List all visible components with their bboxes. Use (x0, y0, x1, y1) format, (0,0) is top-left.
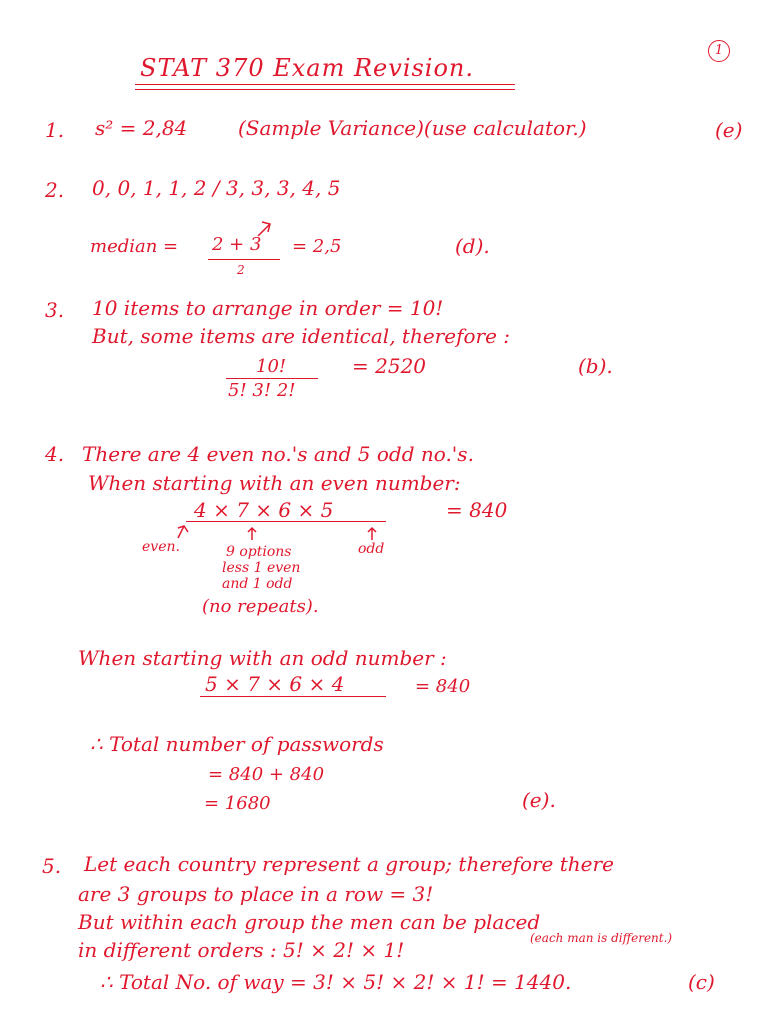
q2-median-denominator: 2 (237, 263, 245, 277)
q2-data: 0, 0, 1, 1, 2 / 3, 3, 3, 4, 5 (92, 176, 341, 200)
q4-label-and: and 1 odd (222, 576, 293, 592)
q2-answer: (d). (455, 234, 490, 258)
q4-number: 4. (45, 442, 65, 466)
q5-line2: are 3 groups to place in a row = 3! (78, 882, 434, 906)
q4-line3: When starting with an odd number : (78, 646, 447, 670)
q5-line1: Let each country represent a group; therefore there (84, 852, 614, 876)
q4-result-even: = 840 (446, 498, 508, 522)
q1-answer: (e) (715, 118, 743, 142)
q5-line3: But within each group the men can be placed (78, 910, 541, 934)
page-number: 1 (708, 40, 730, 62)
q4-line1: There are 4 even no.'s and 5 odd no.'s. (82, 442, 474, 466)
q3-answer: (b). (578, 354, 613, 378)
q2-number: 2. (45, 178, 65, 202)
q4-product-even: 4 × 7 × 6 × 5 (194, 498, 334, 522)
q2-median-result: = 2,5 (292, 236, 342, 257)
q4-line2: When starting with an even number: (88, 471, 461, 495)
q4-answer: (e). (522, 788, 556, 812)
q5-line4: in different orders : 5! × 2! × 1! (78, 938, 405, 962)
q5-note: (each man is different.) (530, 931, 673, 945)
page-title: STAT 370 Exam Revision. (140, 54, 475, 82)
q4-label-less: less 1 even (222, 560, 301, 576)
q2-median-label: median = (90, 236, 179, 257)
q4-product-odd: 5 × 7 × 6 × 4 (205, 672, 345, 696)
q1-note: (Sample Variance)(use calculator.) (238, 116, 587, 140)
q1-number: 1. (45, 118, 65, 142)
q4-total-label: ∴ Total number of passwords (90, 732, 384, 756)
q4-label-even: even. (142, 539, 180, 555)
q5-total: ∴ Total No. of way = 3! × 5! × 2! × 1! = 1440. (100, 970, 572, 994)
q3-result: = 2520 (352, 354, 427, 378)
q4-label-odd: odd (358, 541, 385, 557)
q3-line1: 10 items to arrange in order = 10! (92, 296, 444, 320)
q3-fraction-numerator: 10! (256, 356, 287, 377)
q4-total-sum: = 840 + 840 (208, 764, 325, 785)
q1-variance: s² = 2,84 (95, 116, 188, 140)
q4-result-odd: = 840 (415, 676, 471, 697)
q4-no-repeats: (no repeats). (202, 596, 319, 617)
q5-number: 5. (42, 854, 62, 878)
q2-median-numerator: 2 + 3 (212, 234, 262, 255)
q3-line2: But, some items are identical, therefore : (92, 324, 510, 348)
q3-fraction-denominator: 5! 3! 2! (228, 380, 296, 401)
q3-number: 3. (45, 298, 65, 322)
q4-total-result: = 1680 (204, 793, 271, 814)
q4-label-options: 9 options (226, 544, 292, 560)
q5-answer: (c) (688, 970, 715, 994)
